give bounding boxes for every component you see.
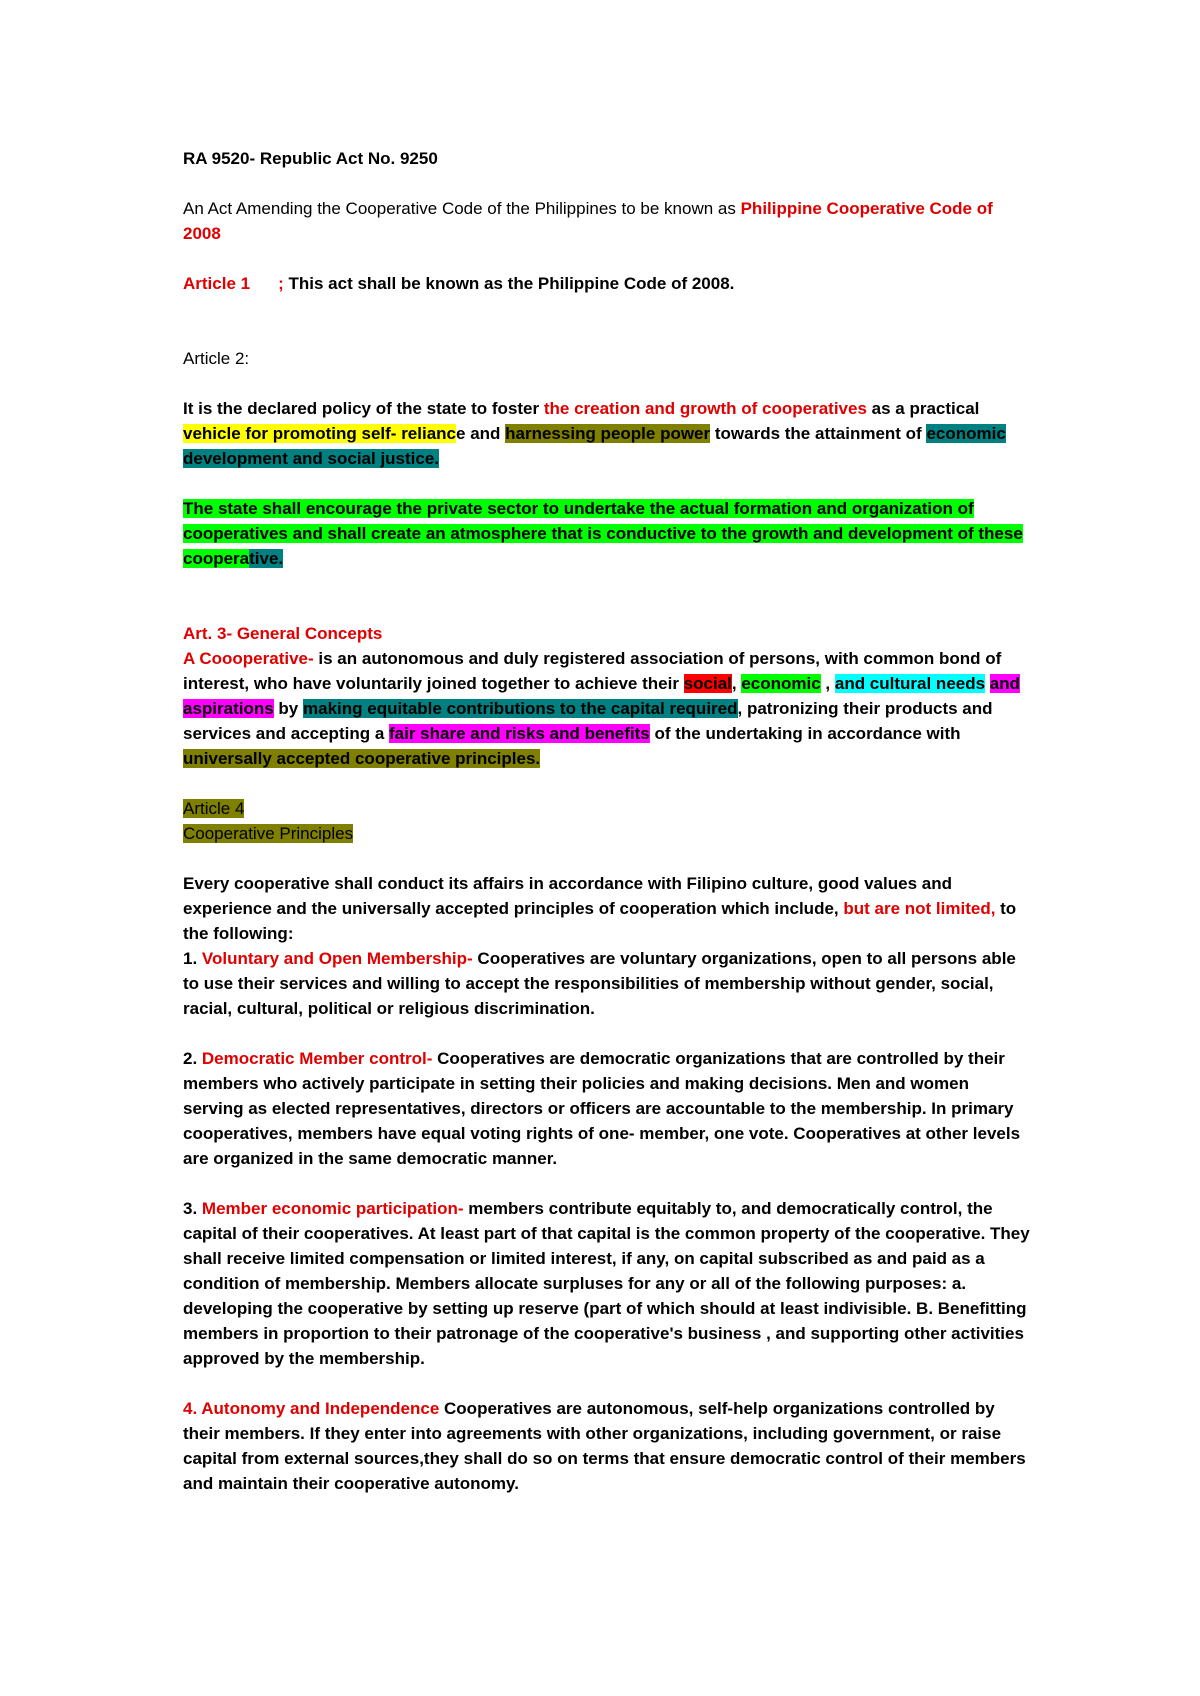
a4-label-highlight: Article 4 bbox=[183, 799, 245, 818]
article-3-heading: Art. 3- General Concepts bbox=[183, 624, 383, 643]
article-1 bbox=[183, 271, 1033, 296]
a3-text: by bbox=[273, 699, 303, 718]
a3-magenta-highlight: fair share and risks and benefits bbox=[389, 724, 650, 743]
a2-teal-highlight: economic development and social justice. bbox=[183, 424, 1006, 468]
article-1-label: Article 1 bbox=[183, 274, 251, 293]
a2-yellow-highlight: vehicle for promoting self- relianc bbox=[183, 424, 457, 443]
a2-text: as a practical bbox=[866, 399, 980, 418]
article-2-paragraph-2 bbox=[183, 496, 1033, 571]
document-body bbox=[183, 146, 1033, 1496]
article-2-label: Article 2: bbox=[183, 349, 250, 368]
a2-red-phrase: the creation and growth of cooperatives bbox=[543, 399, 867, 418]
a2-green-highlight: The state shall encourage the private sector to undertake the actual formation and organization of cooperatives and shall create an atmosphere that is conductive to the growth and development of these coopera bbox=[183, 499, 1023, 568]
article-1-text: This act shall be known as the Philippine Code of 2008. bbox=[288, 274, 735, 293]
a2-text: e and bbox=[456, 424, 506, 443]
principle-title: 4. Autonomy and Independence bbox=[183, 1399, 440, 1418]
a3-magenta-highlight: and aspirations bbox=[183, 674, 1021, 718]
intro-paragraph bbox=[183, 196, 1033, 246]
principle-text: Cooperatives are autonomous, self-help organizations controlled by their members. If they enter into agreements with other organizations, including government, or raise capital from external sources,they shall do so on terms that ensure democratic control of their members and maintain their cooperative autonomy. bbox=[183, 1399, 1026, 1493]
a3-cyan-highlight: and cultural needs bbox=[834, 674, 986, 693]
a2-text: It is the declared policy of the state to foster bbox=[183, 399, 544, 418]
a3-text: , bbox=[820, 674, 835, 693]
principle-title: Democratic Member control- bbox=[201, 1049, 433, 1068]
principle-item bbox=[183, 1046, 1033, 1171]
a4-text: to the following: bbox=[183, 899, 1017, 943]
a3-text: , patronizing their products and services and accepting a bbox=[183, 699, 993, 743]
principle-number: 1. bbox=[183, 949, 202, 968]
principle-title: Member economic participation- bbox=[201, 1199, 464, 1218]
a3-text: , bbox=[731, 674, 742, 693]
intro-code-name: Philippine Cooperative Code of 2008 bbox=[183, 199, 993, 243]
a3-green-highlight: economic bbox=[741, 674, 821, 693]
intro-text: An Act Amending the Cooperative Code of the Philippines to be known as bbox=[183, 199, 741, 218]
a2-text: towards the attainment of bbox=[710, 424, 927, 443]
principle-text: members contribute equitably to, and democratically control, the capital of their cooperatives. At least part of that capital is the common property of the cooperative. They shall receive limited compensation or limited interest, if any, on capital subscribed as and paid as a condition of membership. Members allocate surpluses for any or all of the following purposes: a. developing the cooperative by setting up reserve (part of which should at least indivisible. B. Benefitting members in proportion to their patronage of the cooperative's business , and supporting other activities approved by the membership. bbox=[183, 1199, 1030, 1368]
article-3-paragraph bbox=[183, 646, 1033, 771]
a3-text: of the undertaking in accordance with bbox=[649, 724, 961, 743]
principle-number: 2. bbox=[183, 1049, 202, 1068]
principle-number: 3. bbox=[183, 1199, 202, 1218]
a4-red-phrase: but are not limited, bbox=[843, 899, 996, 918]
a2-olive-highlight: harnessing people power bbox=[505, 424, 711, 443]
a4-title-highlight: Cooperative Principles bbox=[183, 824, 354, 843]
principle-text: Cooperatives are democratic organizations that are controlled by their members who actively participate in setting their policies and making decisions. Men and women serving as elected representatives, directors or officers are accountable to the membership. In primary cooperatives, members have equal voting rights of one- member, one vote. Cooperatives at other levels are organized in the same democratic manner. bbox=[183, 1049, 1021, 1168]
a3-teal-highlight: making equitable contributions to the capital required bbox=[303, 699, 738, 718]
a3-olive-highlight: universally accepted cooperative principles. bbox=[183, 749, 541, 768]
principle-item bbox=[183, 1396, 1033, 1496]
principle-text: Cooperatives are voluntary organizations, open to all persons able to use their services and willing to accept the responsibilities of membership without gender, social, racial, cultural, political or religious discrimination. bbox=[183, 949, 1016, 1018]
a3-term: A Coooperative- bbox=[183, 649, 314, 668]
article-4-label bbox=[183, 796, 1033, 821]
article-1-separator: ; bbox=[278, 274, 284, 293]
principle-title: Voluntary and Open Membership- bbox=[201, 949, 473, 968]
a3-text: is an autonomous and duly registered association of persons, with common bond of interest, who have voluntarily joined together to achieve their bbox=[183, 649, 1002, 693]
document-title: RA 9520- Republic Act No. 9250 bbox=[183, 149, 438, 168]
a4-text: Every cooperative shall conduct its affairs in accordance with Filipino culture, good values and experience and the universally accepted principles of cooperation which include, bbox=[183, 874, 952, 918]
article-4-title bbox=[183, 821, 1033, 846]
a3-red-highlight: social bbox=[683, 674, 732, 693]
article-2-paragraph-1 bbox=[183, 396, 1033, 471]
principle-item bbox=[183, 946, 1033, 1021]
a2-teal-highlight: tive. bbox=[249, 549, 284, 568]
principle-item bbox=[183, 1196, 1033, 1371]
article-4-intro bbox=[183, 871, 1033, 946]
